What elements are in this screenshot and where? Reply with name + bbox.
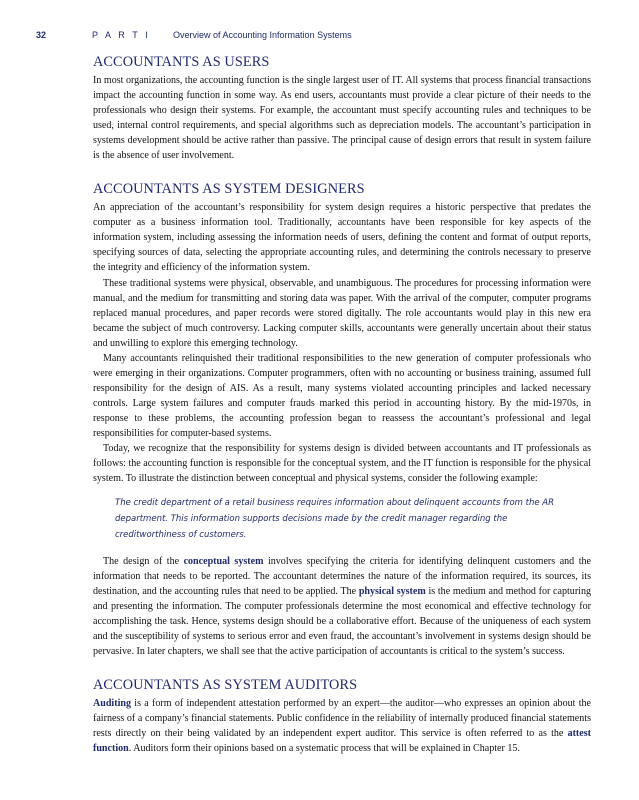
text-run: The design of the [103,555,184,567]
main-content [93,53,591,773]
paragraph: An appreciation of the accountant’s responsibility for system design requires a historic perspective that predates the computer as a business information tool. Traditionally, accountants have been responsible for key aspects of the information system, including assessing the information needs of users, defining the content and format of output reports, specifying sources of data, selecting the appropriate accounting rules, and determining the controls necessary to preserve the integrity and efficiency of the information system. [93,202,591,274]
example-callout: The credit department of a retail business requires information about delinquent accounts from the AR department. This information supports decisions made by the credit manager regarding the creditworthiness of customers. [115,498,554,540]
key-term-attest-function: attest function [93,727,591,755]
text-run: is the medium and method for capturing and presenting the information. The computer professionals determine the most economical and effective technology for accomplishing the task. Hence, systems design should be a collaborative effort. Because of the uniqueness of each system and the susceptibility of systems to serious error and even fraud, the accountant’s involvement in systems design should be pervasive. In later chapters, we shall see that the active participation of accountants is critical to the system’s success. [93,585,592,657]
section-users [93,53,591,163]
key-term-conceptual-system: conceptual system [183,555,264,567]
paragraph: Many accountants relinquished their traditional responsibilities to the new generation of computer professionals who were emerging in their organizations. Computer programmers, often with no accounting or business training, assumed full responsibility for the design of AIS. As a result, many systems violated accounting principles and lacked necessary controls. Large system failures and computer frauds marked this period in accounting history. By the mid-1970s, in response to these problems, the accounting profession began to reassess the accountant’s professional and legal responsibilities for computer-based systems. [93,352,591,439]
key-term-physical-system: physical system [358,585,426,597]
running-head [36,30,596,44]
text-run: involves specifying the criteria for identifying delinquent customers and the information that needs to be reported. The accountant determines the nature of the information required, its sources, its destination, and the accounting rules that need to be applied. The [93,555,591,597]
paragraph [93,554,591,659]
paragraph [93,696,591,756]
paragraph: These traditional systems were physical, observable, and unambiguous. The procedures for processing information were manual, and the medium for transmitting and storing data was paper. With the arrival of the computer, computer programs replaced manual procedures, and paper records were stored digitally. The role accountants would play in this new era became the subject of much controversy. Lacking computer skills, accountants were generally uncertain about their status and unwilling to explore this emerging technology. [93,277,591,349]
paragraph: In most organizations, the accounting function is the single largest user of IT. All systems that process financial transactions impact the accounting function in some way. As end users, accountants must provide a clear picture of their needs to the professionals who design their systems. For example, the accountant must specify accounting rules and techniques to be used, internal control requirements, and special algorithms such as depreciation models. The accountant’s participation in systems development should be active rather than passive. The principal cause of design errors that result in system failure is the absence of user involvement. [93,75,591,162]
section-heading: ACCOUNTANTS AS SYSTEM DESIGNERS [93,181,365,198]
section-auditors [93,676,591,756]
key-term-auditing: Auditing [93,697,131,709]
paragraph: Today, we recognize that the responsibility for systems design is divided between accountants and IT professionals as follows: the accounting function is responsible for the conceptual system, and the IT function is responsible for the physical system. To illustrate the distinction between conceptual and physical systems, consider the following example: [93,443,591,485]
section-heading: ACCOUNTANTS AS USERS [93,54,270,70]
part-label: P A R T I [92,30,151,40]
text-run: is a form of independent attestation performed by an expert—the auditor—who expresses an opinion about the fairness of a company’s financial statements. Public confidence in the reliability of internally produced financial statements rests directly on their being validated by an independent expert auditor. This service is often referred to as the [93,697,591,739]
part-title: Overview of Accounting Information Systems [173,30,352,40]
section-designers [93,180,591,659]
section-heading: ACCOUNTANTS AS SYSTEM AUDITORS [93,676,358,693]
text-run: . Auditors form their opinions based on a systematic process that will be explained in Chapter 15. [128,743,520,755]
page-number: 32 [36,30,47,40]
